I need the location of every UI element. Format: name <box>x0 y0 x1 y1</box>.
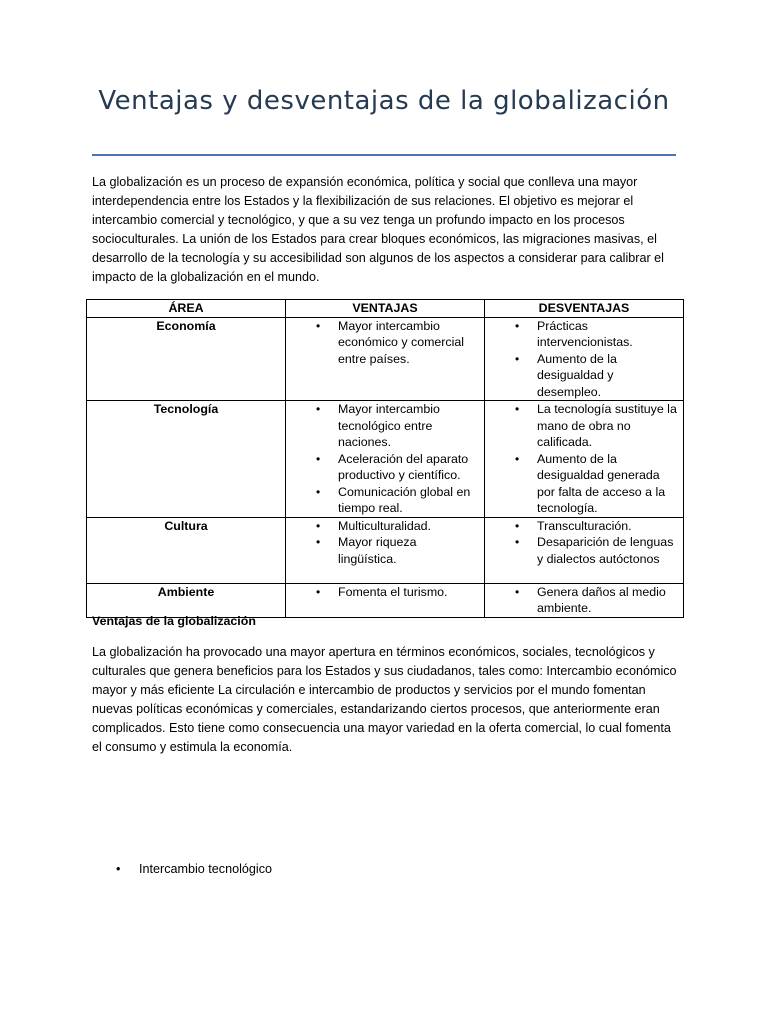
area-cell: Tecnología <box>87 401 286 518</box>
list-item-text: Aumento de la desigualdad generada por falta de acceso a la tecnología. <box>537 451 666 515</box>
bullet-glyph: • <box>316 484 321 499</box>
title-underline <box>92 154 676 156</box>
bullet-glyph: • <box>515 584 520 599</box>
ventajas-list <box>292 518 478 568</box>
list-item-text: Genera daños al medio ambiente. <box>537 584 666 615</box>
table-row <box>87 583 684 617</box>
area-cell: Ambiente <box>87 583 286 617</box>
list-item-text: Transculturación. <box>537 518 632 533</box>
bullet-list <box>116 860 272 879</box>
list-item <box>316 484 478 517</box>
desventajas-list <box>491 584 677 617</box>
bullet-glyph: • <box>116 862 121 876</box>
list-item <box>515 351 677 401</box>
list-item-text: Comunicación global en tiempo real. <box>338 484 471 515</box>
ventajas-cell <box>286 583 485 617</box>
desventajas-list <box>491 318 677 401</box>
header-area: ÁREA <box>87 300 286 318</box>
header-desventajas: DESVENTAJAS <box>485 300 684 318</box>
list-item <box>316 451 478 484</box>
list-item-text: Mayor intercambio tecnológico entre naciones. <box>338 402 440 449</box>
bullet-glyph: • <box>515 535 520 549</box>
bullet-glyph: • <box>316 318 321 333</box>
bullet-glyph: • <box>515 402 520 416</box>
list-item-text: Aceleración del aparato productivo y científico. <box>338 451 469 482</box>
list-item-text: Prácticas intervencionistas. <box>537 318 633 349</box>
list-item <box>515 451 677 517</box>
bullet-glyph: • <box>515 518 520 533</box>
ventajas-cell <box>286 517 485 583</box>
comparison-table <box>86 299 684 618</box>
desventajas-cell <box>485 317 684 401</box>
desventajas-cell <box>485 517 684 583</box>
section-heading: Ventajas de la globalización <box>92 614 256 628</box>
bullet-glyph: • <box>316 518 321 533</box>
desventajas-list <box>491 401 677 517</box>
ventajas-cell <box>286 401 485 518</box>
list-item <box>316 518 478 535</box>
ventajas-cell <box>286 317 485 401</box>
intro-paragraph: La globalización es un proceso de expansión económica, política y social que conlleva una mayor interdependencia entre los Estados y la flexibilización de sus relaciones. El objetivo es mejorar el intercambio comercial y tecnológico, y que a su vez tenga un profundo impacto en los procesos socioculturales. La unión de los Estados para crear bloques económicos, las migraciones masivas, el desarrollo de la tecnología y su accesibilidad son algunos de los aspectos a considerar para calibrar el impacto de la globalización en el mundo. <box>92 175 664 284</box>
list-item <box>316 318 478 368</box>
table-row <box>87 517 684 583</box>
list-item <box>316 401 478 451</box>
list-item <box>515 518 677 535</box>
list-item-text: Desaparición de lenguas y dialectos autóctonos <box>537 535 674 566</box>
document-title: Ventajas y desventajas de la globalización <box>98 86 670 116</box>
list-item-text: Mayor riqueza lingüística. <box>338 535 417 566</box>
area-cell: Economía <box>87 317 286 401</box>
desventajas-cell <box>485 583 684 617</box>
desventajas-list <box>491 518 677 568</box>
list-item <box>515 534 677 567</box>
ventajas-list <box>292 318 478 368</box>
bullet-glyph: • <box>316 451 321 466</box>
list-item <box>515 401 677 451</box>
bullet-glyph: • <box>515 351 520 366</box>
bullet-glyph: • <box>515 318 520 333</box>
section-paragraph: La globalización ha provocado una mayor apertura en términos económicos, sociales, tecnológicos y culturales que genera beneficios para los Estados y sus ciudadanos, tales como: Intercambio económico mayor y más eficiente La circulación e intercambio de productos y servicios por el mundo fomentan nuevas políticas económicas y comerciales, estandarizando ciertos procesos, que anteriormente eran complicados. Esto tiene como consecuencia una mayor variedad en la oferta comercial, lo cual fomenta el consumo y estimula la economía. <box>92 645 677 754</box>
list-item-text: Fomenta el turismo. <box>338 584 448 599</box>
list-item-text: Mayor intercambio económico y comercial entre países. <box>338 318 465 366</box>
area-cell: Cultura <box>87 517 286 583</box>
ventajas-list <box>292 401 478 517</box>
list-item <box>316 534 478 567</box>
table-row <box>87 317 684 401</box>
list-item-text: Aumento de la desigualdad y desempleo. <box>537 351 617 399</box>
bullet-glyph: • <box>515 451 520 466</box>
table-header-row <box>87 300 684 318</box>
table-row <box>87 401 684 518</box>
bullet-glyph: • <box>316 402 321 416</box>
bullet-glyph: • <box>316 535 321 549</box>
desventajas-cell <box>485 401 684 518</box>
list-item-text: Multiculturalidad. <box>338 518 431 533</box>
header-ventajas: VENTAJAS <box>286 300 485 318</box>
list-item: Intercambio tecnológico <box>139 862 273 876</box>
list-item <box>515 318 677 351</box>
list-item <box>515 584 677 617</box>
list-item-text: La tecnología sustituye la mano de obra no calificada. <box>537 402 677 449</box>
ventajas-list <box>292 584 478 601</box>
bullet-glyph: • <box>316 584 321 599</box>
list-item <box>316 584 478 601</box>
